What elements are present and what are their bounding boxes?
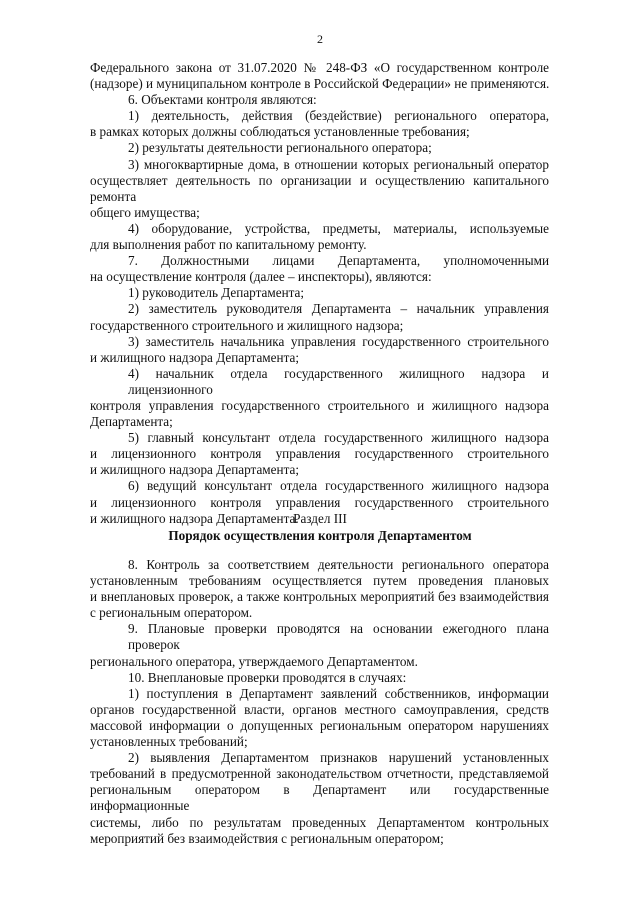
text-line: 5) главный консультант отдела государственного жилищного надзора — [128, 430, 549, 446]
text-line: и внеплановых проверок, а также контрольных мероприятий без взаимодействия — [90, 589, 549, 605]
text-line: 7. Должностными лицами Департамента, уполномоченными — [128, 253, 549, 269]
text-line: общего имущества; — [90, 204, 200, 220]
text-line: государственного строительного и жилищного надзора; — [90, 317, 404, 333]
text-line: 3) заместитель начальника управления государственного строительного — [128, 333, 549, 349]
text-line: 10. Внеплановые проверки проводятся в случаях: — [128, 669, 407, 685]
text-line: 1) руководитель Департамента; — [128, 285, 305, 301]
text-line: системы, либо по результатам проведенных Департаментом контрольных — [90, 814, 549, 830]
text-line: 4) начальник отдела государственного жилищного надзора и лицензионного — [128, 365, 549, 397]
text-line: и лицензионного контроля управления государственного строительного — [90, 494, 549, 510]
text-line: Федерального закона от 31.07.2020 № 248-ФЗ «О государственном контроле — [90, 60, 549, 75]
page-number: 2 — [317, 32, 323, 46]
text-line: региональным оператором в Департамент или государственные информационные — [90, 782, 549, 814]
text-line: установленных требований; — [90, 734, 248, 750]
text-line: для выполнения работ по капитальному ремонту. — [90, 237, 367, 253]
text-line: 1) поступления в Департамент заявлений собственников, информации — [128, 685, 549, 701]
text-line: в рамках которых должны соблюдаться установленные требования; — [90, 124, 470, 140]
text-line: на осуществление контроля (далее – инспекторы), являются: — [90, 269, 432, 285]
text-line: 2) выявления Департаментом признаков нарушений установленных — [128, 750, 549, 766]
text-line: 4) оборудование, устройства, предметы, материалы, используемые — [128, 220, 549, 236]
text-line: мероприятий без взаимодействия с региональным оператором; — [90, 830, 444, 846]
text-line: 2) заместитель руководителя Департамента – начальник управления — [128, 301, 549, 317]
text-line: 6) ведущий консультант отдела государственного жилищного надзора — [128, 478, 549, 494]
text-block-upper — [90, 60, 549, 527]
text-line: органов государственной власти, органов местного самоуправления, средств — [90, 701, 549, 717]
text-line: Департамента; — [90, 414, 173, 430]
section-number: Раздел III — [293, 511, 347, 526]
text-line: 3) многоквартирные дома, в отношении которых региональный оператор — [128, 156, 549, 172]
text-line: осуществляет деятельность по организации и осуществлению капитального ремонта — [90, 172, 549, 204]
text-line: 9. Плановые проверки проводятся на основании ежегодного плана проверок — [128, 621, 549, 653]
text-line: и лицензионного контроля управления государственного строительного — [90, 446, 549, 462]
text-line: 1) деятельность, действия (бездействие) регионального оператора, — [128, 108, 549, 124]
text-line: установленным требованиям осуществляется путем проведения плановых — [90, 573, 549, 589]
text-line: и жилищного надзора Департамента; — [90, 349, 300, 365]
text-line: требований в предусмотренной законодательством отчетности, представляемой — [90, 766, 549, 782]
text-line: 8. Контроль за соответствием деятельности регионального оператора — [128, 557, 549, 572]
text-line: контроля управления государственного строительного и жилищного надзора — [90, 397, 549, 413]
text-line: регионального оператора, утверждаемого Департаментом. — [90, 653, 418, 669]
text-line: массовой информации о допущенных региональным оператором нарушениях — [90, 717, 549, 733]
text-line: 6. Объектами контроля являются: — [128, 92, 317, 108]
text-line: и жилищного надзора Департамента. — [90, 510, 299, 526]
section-title: Порядок осуществления контроля Департаментом — [168, 528, 472, 543]
text-line: 2) результаты деятельности регионального оператора; — [128, 140, 432, 156]
text-line: с региональным оператором. — [90, 605, 253, 621]
text-line: и жилищного надзора Департамента; — [90, 462, 300, 478]
text-line: (надзоре) и муниципальном контроле в Российской Федерации» не применяются. — [90, 76, 550, 92]
text-block-lower — [90, 557, 549, 847]
